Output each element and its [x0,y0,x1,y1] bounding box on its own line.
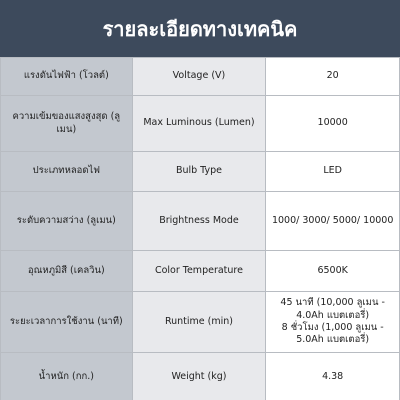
thai-label-cell: ความเข้มของแสงสูงสุด (ลูเมน) [1,96,133,152]
english-label-cell: Max Luminous (Lumen) [132,96,266,152]
table-row [1,251,400,292]
english-label-cell: Voltage (V) [132,58,266,96]
table-row [1,96,400,152]
spec-title: รายละเอียดทางเทคนิค [102,16,298,41]
table-row [1,58,400,96]
english-label-cell: Bulb Type [132,152,266,192]
english-label-cell: Weight (kg) [132,353,266,400]
thai-label-cell: ระยะเวลาการใช้งาน (นาที) [1,292,133,353]
thai-label-cell: น้ำหนัก (กก.) [1,353,133,400]
thai-label-cell: ระดับความสว่าง (ลูเมน) [1,192,133,251]
english-label-cell: Runtime (min) [132,292,266,353]
value-cell: LED [266,152,400,192]
table-row [1,353,400,400]
value-cell: 20 [266,58,400,96]
value-cell: 4.38 [266,353,400,400]
table-row [1,152,400,192]
runtime-line: 45 นาที (10,000 ลูเมน - 4.0Ah แบตเตอรี่) [280,297,385,321]
value-cell: 6500K [266,251,400,292]
english-label-cell: Brightness Mode [132,192,266,251]
value-cell: 1000/ 3000/ 5000/ 10000 [266,192,400,251]
table-row [1,192,400,251]
table-row [1,292,400,353]
value-cell: 10000 [266,96,400,152]
thai-label-cell: ประเภทหลอดไฟ [1,152,133,192]
thai-label-cell: อุณหภูมิสี (เคลวิน) [1,251,133,292]
runtime-line: 8 ชั่วโมง (1,000 ลูเมน - 5.0Ah แบตเตอรี่) [281,322,384,346]
thai-label-cell: แรงดันไฟฟ้า (โวลต์) [1,58,133,96]
spec-header [0,0,400,57]
spec-table [0,57,400,400]
english-label-cell: Color Temperature [132,251,266,292]
value-cell [266,292,400,353]
